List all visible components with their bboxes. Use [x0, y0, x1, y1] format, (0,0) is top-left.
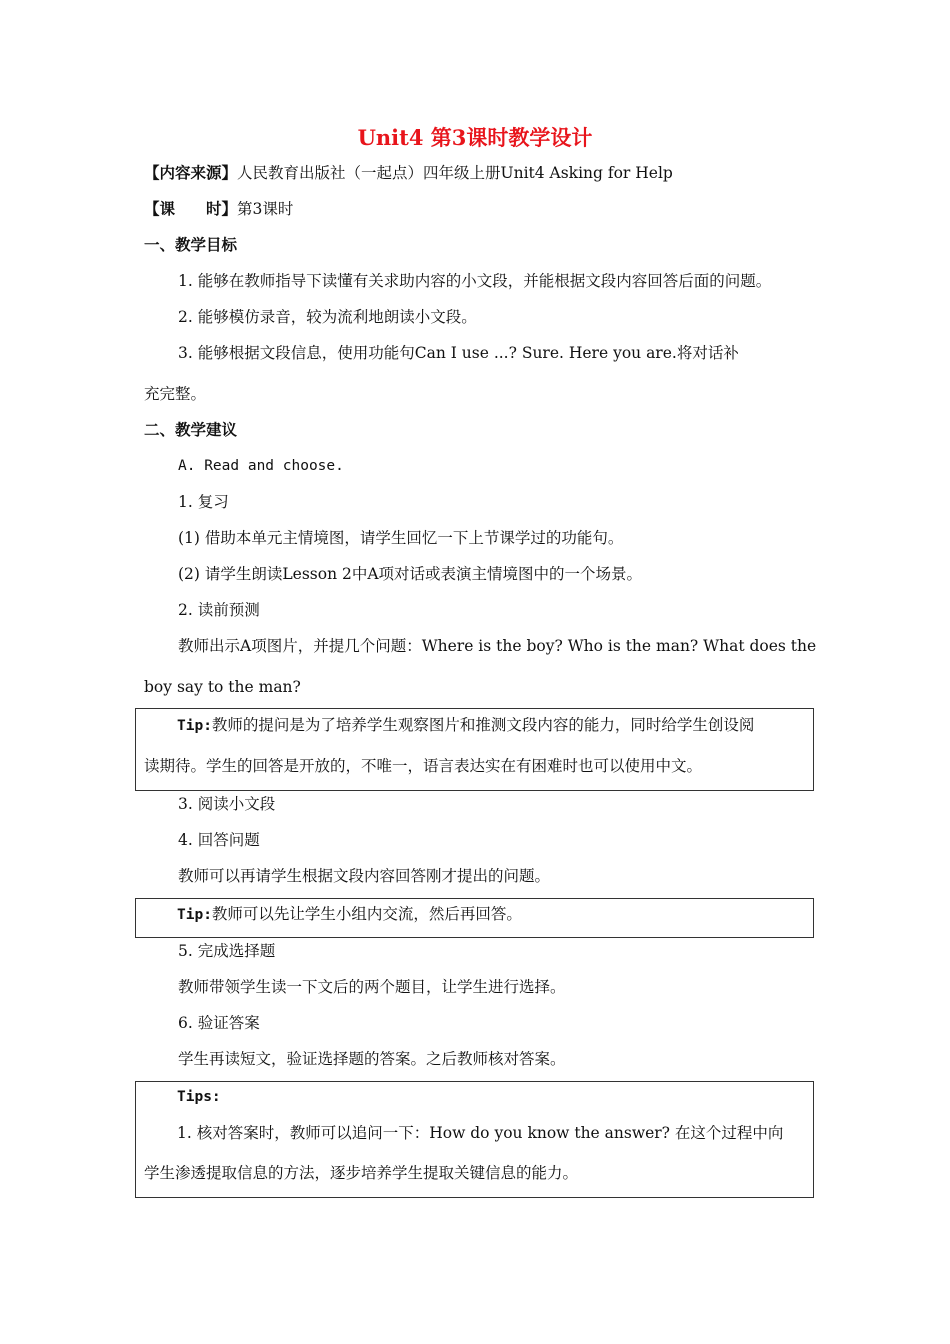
step-review: 1. 复习 — [178, 493, 229, 511]
class-period-label: 【课 时】 — [144, 199, 238, 218]
tip-text: 教师可以先让学生小组内交流，然后再回答。 — [211, 905, 522, 923]
tip-label: Tips: — [177, 1089, 221, 1105]
part-a-title: A. Read and choose. — [178, 458, 344, 474]
step-verify-text: 学生再读短文，验证选择题的答案。之后教师核对答案。 — [178, 1050, 566, 1068]
class-period-text: 第3课时 — [237, 200, 294, 218]
step-choose-text: 教师带领学生读一下文后的两个题目，让学生进行选择。 — [178, 978, 566, 996]
tip-text: 教师的提问是为了培养学生观察图片和推测文段内容的能力，同时给学生创设阅 — [211, 716, 755, 734]
content-source — [144, 162, 673, 184]
step-prediction: 2. 读前预测 — [178, 601, 260, 619]
objective-item: 3. 能够根据文段信息，使用功能句Can I use ...? Sure. Here you are.将对话补 — [178, 344, 739, 362]
step-answer-text: 教师可以再请学生根据文段内容回答刚才提出的问题。 — [178, 867, 551, 885]
tip-text: 读期待。学生的回答是开放的，不唯一，语言表达实在有困难时也可以使用中文。 — [144, 757, 703, 775]
tip-box — [135, 1081, 814, 1198]
step-verify: 6. 验证答案 — [178, 1014, 260, 1032]
tip-line — [177, 714, 754, 737]
section-heading-suggestions: 二、教学建议 — [144, 420, 238, 439]
step-answer: 4. 回答问题 — [178, 831, 260, 849]
content-source-label: 【内容来源】 — [144, 163, 238, 182]
tip-label: Tip: — [177, 907, 212, 923]
tip-box — [135, 708, 814, 791]
content-source-text: 人民教育出版社（一起点）四年级上册Unit4 Asking for Help — [237, 164, 673, 182]
section-heading-objectives: 一、教学目标 — [144, 235, 238, 254]
tip-line — [177, 903, 522, 926]
tip-text: 学生渗透提取信息的方法，逐步培养学生提取关键信息的能力。 — [144, 1164, 579, 1182]
objective-item: 2. 能够模仿录音，较为流利地朗读小文段。 — [178, 308, 477, 326]
step-prediction-text-continued: boy say to the man? — [144, 678, 301, 696]
step-read: 3. 阅读小文段 — [178, 795, 276, 813]
step-review-sub1: (1) 借助本单元主情境图，请学生回忆一下上节课学过的功能句。 — [178, 529, 624, 547]
step-choose: 5. 完成选择题 — [178, 942, 276, 960]
tip-label: Tip: — [177, 718, 212, 734]
objective-item: 1. 能够在教师指导下读懂有关求助内容的小文段，并能根据文段内容回答后面的问题。 — [178, 272, 772, 290]
page-title: Unit4 第3课时教学设计 — [357, 125, 593, 150]
step-review-sub2: (2) 请学生朗读Lesson 2中A项对话或表演主情境图中的一个场景。 — [178, 565, 643, 583]
class-period — [144, 198, 293, 220]
tip-box — [135, 898, 814, 938]
objective-item-continued: 充完整。 — [144, 385, 207, 403]
tip-text: 1. 核对答案时，教师可以追问一下：How do you know the answer? 在这个过程中向 — [177, 1124, 784, 1142]
step-prediction-text: 教师出示A项图片，并提几个问题：Where is the boy? Who is the man? What does the — [178, 637, 817, 655]
